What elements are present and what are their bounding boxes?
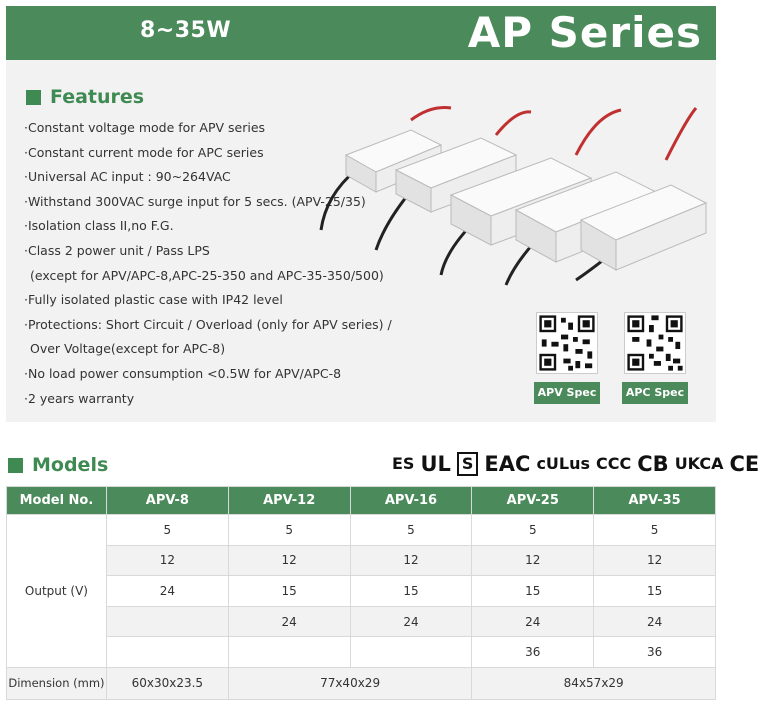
apc-spec-label[interactable]: APC Spec [622, 382, 688, 404]
table-cell: 5 [472, 515, 594, 546]
header-model: APV-25 [472, 487, 594, 515]
header-model: APV-16 [350, 487, 472, 515]
table-cell: 24 [228, 606, 350, 637]
table-cell: 15 [472, 576, 594, 607]
table-row [7, 545, 716, 576]
table-cell: 24 [594, 606, 716, 637]
table-row [7, 606, 716, 637]
power-range: 8~35W [140, 18, 232, 43]
ce-mark-icon: CE [729, 452, 759, 476]
cb-mark-icon: CB [637, 452, 669, 476]
header-model: APV-12 [228, 487, 350, 515]
table-cell: 24 [106, 576, 228, 607]
table-cell: 5 [350, 515, 472, 546]
feature-item: ·Constant voltage mode for APV series [24, 120, 266, 135]
features-heading: Features [26, 86, 144, 108]
eac-mark-icon: EAC [484, 452, 531, 476]
table-cell: 24 [350, 606, 472, 637]
dimension-value: 77x40x29 [228, 667, 472, 699]
dimension-value: 84x57x29 [472, 667, 716, 699]
header-model-no: Model No. [7, 487, 107, 515]
table-cell [106, 606, 228, 637]
table-cell: 15 [350, 576, 472, 607]
table-cell: 12 [106, 545, 228, 576]
table-cell [106, 637, 228, 668]
feature-item: ·Class 2 power unit / Pass LPS [24, 242, 210, 258]
table-row [7, 637, 716, 668]
product-image [316, 100, 706, 290]
table-cell: 12 [350, 545, 472, 576]
feature-item: (except for APV/APC-8,APC-25-350 and APC-35-350/500) [30, 267, 384, 283]
s-mark-icon: S [457, 452, 479, 476]
feature-item: ·Fully isolated plastic case with IP42 level [24, 292, 283, 308]
feature-item: ·Isolation class II,no F.G. [24, 218, 174, 234]
table-cell [228, 637, 350, 668]
ukca-mark-icon: UKCA [674, 454, 724, 473]
table-cell: 36 [472, 637, 594, 668]
apv-spec-qr[interactable] [534, 312, 600, 404]
feature-item: Over Voltage(except for APC-8) [30, 341, 226, 357]
table-cell: 36 [594, 637, 716, 668]
series-header-bar [6, 6, 716, 60]
apv-spec-label[interactable]: APV Spec [534, 382, 600, 404]
table-cell: 5 [106, 515, 228, 546]
culus-mark-icon: cULus [536, 454, 591, 473]
table-row [7, 576, 716, 607]
square-bullet-icon [26, 90, 41, 105]
features-panel [6, 60, 716, 422]
qr-code-icon [624, 312, 686, 374]
feature-item: ·Protections: Short Circuit / Overload (only for APV series) / [24, 316, 392, 332]
output-label: Output (V) [7, 515, 107, 668]
feature-item: ·Withstand 300VAC surge input for 5 secs. (APV-25/35) [24, 193, 366, 209]
es-mark-icon: ES [392, 454, 415, 473]
table-cell: 24 [472, 606, 594, 637]
feature-item: ·No load power consumption <0.5W for APV/APC-8 [24, 365, 342, 381]
series-title: AP Series [467, 8, 702, 57]
table-cell: 12 [594, 545, 716, 576]
qr-code-icon [536, 312, 598, 374]
feature-item: ·Constant current mode for APC series [24, 144, 264, 160]
dimension-row [7, 667, 716, 699]
table-cell: 12 [228, 545, 350, 576]
feature-item: ·Universal AC input : 90~264VAC [24, 169, 231, 185]
table-row [7, 515, 716, 546]
models-heading: Models [8, 454, 108, 476]
table-cell: 5 [228, 515, 350, 546]
dimension-value: 60x30x23.5 [106, 667, 228, 699]
certification-marks [392, 450, 759, 478]
table-cell: 5 [594, 515, 716, 546]
header-model: APV-8 [106, 487, 228, 515]
table-cell [350, 637, 472, 668]
table-cell: 15 [228, 576, 350, 607]
feature-item: ·2 years warranty [24, 390, 135, 406]
apc-spec-qr[interactable] [622, 312, 688, 404]
ul-mark-icon: UL [420, 452, 451, 476]
table-cell: 12 [472, 545, 594, 576]
ccc-mark-icon: CCC [596, 454, 632, 473]
table-header-row [7, 487, 716, 515]
models-table [6, 486, 716, 700]
dimension-label: Dimension (mm) [7, 667, 107, 699]
table-cell: 15 [594, 576, 716, 607]
square-bullet-icon [8, 458, 23, 473]
header-model: APV-35 [594, 487, 716, 515]
